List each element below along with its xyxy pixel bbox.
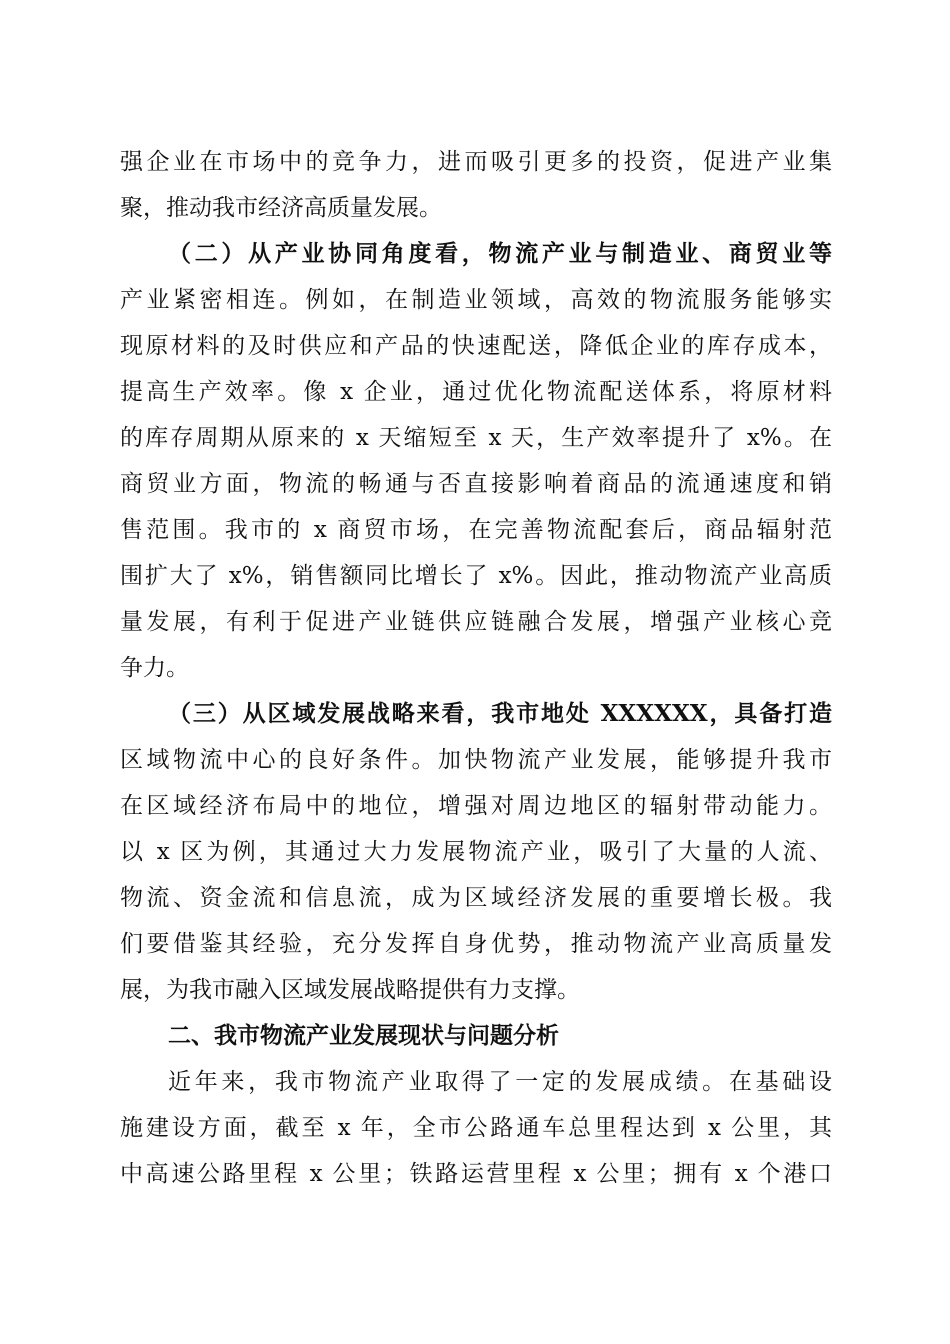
text-line: 物流、资金流和信息流，成为区域经济发展的重要增长极。我 [120,885,832,911]
text-line: 量发展，有利于促进产业链供应链融合发展，增强产业核心竞 [120,609,832,635]
text-line: 中高速公路里程 x 公里；铁路运营里程 x 公里；拥有 x 个港口 [120,1161,832,1187]
text-line: 展，为我市融入区域发展战略提供有力支撑。 [120,977,580,1003]
text-line: 强企业在市场中的竞争力，进而吸引更多的投资，促进产业集 [120,149,832,175]
text-line: 围扩大了 x%，销售额同比增长了 x%。因此，推动物流产业高质 [120,563,832,589]
text-line: 聚，推动我市经济高质量发展。 [120,195,442,221]
text-line: 以 x 区为例，其通过大力发展物流产业，吸引了大量的人流、 [120,839,832,865]
text-line: 的库存周期从原来的 x 天缩短至 x 天，生产效率提升了 x%。在 [120,425,832,451]
subsection-heading: （二）从产业协同角度看，物流产业与制造业、商贸业等 [168,240,832,267]
text-line: 产业紧密相连。例如，在制造业领域，高效的物流服务能够实 [120,287,832,313]
text-line: 现原材料的及时供应和产品的快速配送，降低企业的库存成本， [120,333,832,359]
subsection-heading: （三）从区域发展战略来看，我市地处 XXXXXX，具备打造 [168,700,832,727]
text-line: 争力。 [120,655,189,681]
text-line: 提高生产效率。像 x 企业，通过优化物流配送体系，将原材料 [120,379,832,405]
text-line: 施建设方面，截至 x 年，全市公路通车总里程达到 x 公里，其 [120,1115,832,1141]
text-line: 近年来，我市物流产业取得了一定的发展成绩。在基础设 [168,1069,832,1095]
text-line: 们要借鉴其经验，充分发挥自身优势，推动物流产业高质量发 [120,931,832,957]
section-heading: 二、我市物流产业发展现状与问题分析 [168,1022,559,1049]
text-line: 商贸业方面，物流的畅通与否直接影响着商品的流通速度和销 [120,471,832,497]
text-line: 在区域经济布局中的地位，增强对周边地区的辐射带动能力。 [120,793,832,819]
text-line: 区域物流中心的良好条件。加快物流产业发展，能够提升我市 [120,747,832,773]
text-line: 售范围。我市的 x 商贸市场，在完善物流配套后，商品辐射范 [120,517,832,543]
